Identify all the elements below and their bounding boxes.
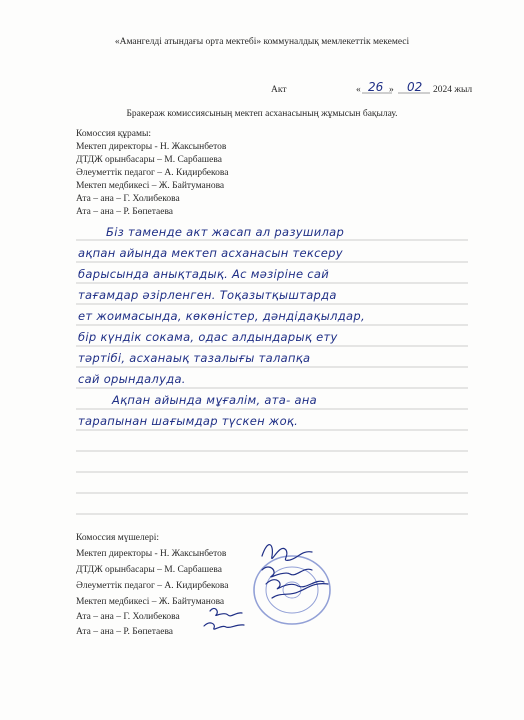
org-title: «Амангелді атындағы орта мектебі» коммуналдық мемлекеттік мекемесі: [114, 37, 410, 47]
date-close-quote: »: [389, 85, 394, 95]
signature-member: Мектеп медбикесі – Ж. Байтуманова: [76, 597, 225, 607]
handwritten-line: Ақпан айында мұғалім, ата- ана: [112, 393, 317, 407]
handwritten-line: сай орындалуда.: [78, 372, 186, 386]
signatures-heading: Комоссия мүшелері:: [76, 533, 159, 543]
handwritten-line: бір күндік сокама, одас алдындарық ету: [78, 330, 338, 344]
date-open-quote: «: [356, 85, 361, 95]
signature-member: ДТДЖ орынбасары – М. Сарбашева: [76, 565, 222, 575]
handwritten-line: ақпан айында мектеп асханасын тексеру: [78, 246, 343, 260]
signature-member: Ата – ана – Г. Холибекова: [76, 612, 180, 622]
signature-deputy: [262, 567, 312, 577]
handwritten-line: Біз таменде акт жасап ал разушилар: [106, 225, 345, 239]
handwritten-line: ет жоимасында, көкөністер, дәндідақылдар,: [78, 309, 365, 323]
handwritten-line: тәртібі, асханаық тазалығы талапқа: [78, 351, 311, 365]
commission-member: Ата – ана – Г. Холибекова: [76, 194, 180, 204]
commission-member: Әлеуметтік педагог – А. Кидирбекова: [76, 168, 229, 178]
commission-member: Ата – ана – Р. Бөпетаева: [76, 207, 174, 217]
act-label: Акт: [271, 85, 287, 95]
commission-member: ДТДЖ орынбасары – М. Сарбашева: [76, 155, 222, 165]
commission-member: Мектеп директоры - Н. Жаксынбетов: [76, 142, 227, 152]
act-day: 26: [368, 80, 384, 94]
act-year: 2024 жыл: [433, 85, 473, 95]
act-month: 02: [407, 80, 423, 94]
signature-member: Мектеп директоры - Н. Жаксынбетов: [76, 549, 227, 559]
signature-member: Ата – ана – Р. Бөпетаева: [76, 627, 174, 637]
handwritten-line: тағамдар әзірленген. Тоқазытқыштарда: [78, 288, 337, 302]
handwritten-line: барысында анықтадық. Ас мәзіріне сай: [78, 267, 330, 281]
commission-member: Мектеп медбикесі – Ж. Байтуманова: [76, 181, 225, 191]
school-stamp: [254, 556, 330, 624]
handwritten-line: тарапынан шағымдар түскен жоқ.: [78, 414, 299, 428]
signature-parent-2: [204, 623, 244, 629]
signature-parent-1: [210, 608, 242, 615]
signature-member: Әлеуметтік педагог – А. Кидирбекова: [76, 581, 229, 591]
act-subject: Бракераж комиссиясының мектеп асханасының жұмысын бақылау.: [126, 109, 398, 119]
commission-heading: Комоссия құрамы:: [76, 129, 152, 139]
